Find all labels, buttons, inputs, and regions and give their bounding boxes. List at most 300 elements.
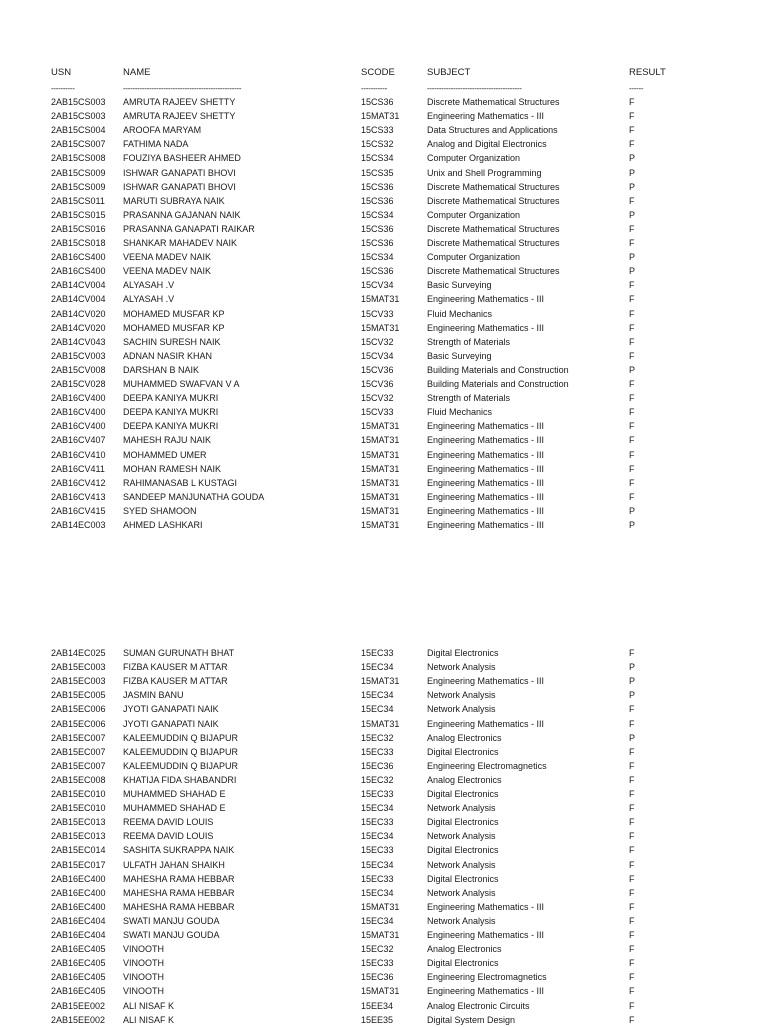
dash-scode: ----------- xyxy=(361,84,388,93)
cell-name: VINOOTH xyxy=(123,986,165,997)
cell-scode: 15CV36 xyxy=(361,364,394,375)
cell-name: FATHIMA NADA xyxy=(123,139,189,150)
cell-subject: Digital Electronics xyxy=(427,789,499,799)
cell-subject: Basic Surveying xyxy=(427,280,492,291)
table-row xyxy=(0,660,768,674)
table-row xyxy=(0,928,768,942)
cell-scode: 15EC36 xyxy=(361,760,394,771)
cell-result: F xyxy=(629,1014,635,1025)
table-row xyxy=(0,717,768,731)
cell-usn: 2AB15CS016 xyxy=(51,223,106,234)
cell-result: F xyxy=(629,789,635,799)
table-row xyxy=(0,787,768,801)
cell-scode: 15CS35 xyxy=(361,167,394,178)
table-row xyxy=(0,759,768,773)
cell-name: MUHAMMED SHAHAD E xyxy=(123,789,226,799)
cell-result: P xyxy=(629,252,636,263)
cell-result: F xyxy=(629,958,635,969)
header-scode: SCODE xyxy=(361,67,395,78)
cell-name: KALEEMUDDIN Q BIJAPUR xyxy=(123,760,239,771)
cell-usn: 2AB14CV020 xyxy=(51,308,106,319)
cell-subject: Network Analysis xyxy=(427,662,496,673)
cell-name: REEMA DAVID LOUIS xyxy=(123,831,214,842)
cell-usn: 2AB14EC003 xyxy=(51,520,106,530)
cell-usn: 2AB15CV003 xyxy=(51,350,106,361)
cell-result: F xyxy=(629,901,635,912)
cell-usn: 2AB16EC404 xyxy=(51,915,106,926)
cell-name: MUHAMMED SWAFVAN V A xyxy=(123,379,240,389)
cell-scode: 15EC33 xyxy=(361,873,394,884)
table-row xyxy=(0,674,768,688)
cell-scode: 15EC34 xyxy=(361,859,394,870)
cell-scode: 15EC34 xyxy=(361,915,394,926)
cell-usn: 2AB15EC007 xyxy=(51,760,106,771)
cell-subject: Digital Electronics xyxy=(427,648,499,658)
cell-scode: 15MAT31 xyxy=(361,435,400,446)
cell-scode: 15EC32 xyxy=(361,774,394,785)
cell-usn: 2AB15CS007 xyxy=(51,139,106,150)
cell-subject: Network Analysis xyxy=(427,690,496,701)
cell-subject: Engineering Mathematics - III xyxy=(427,435,545,446)
cell-name: FIZBA KAUSER M ATTAR xyxy=(123,676,228,687)
header-result: RESULT xyxy=(629,67,666,78)
cell-subject: Engineering Mathematics - III xyxy=(427,463,545,474)
cell-usn: 2AB16CV413 xyxy=(51,491,106,502)
cell-result: F xyxy=(629,350,635,361)
header-underline-row xyxy=(0,82,768,96)
cell-result: F xyxy=(629,97,635,107)
cell-subject: Digital Electronics xyxy=(427,958,499,969)
cell-result: F xyxy=(629,774,635,785)
cell-usn: 2AB16CV400 xyxy=(51,407,106,418)
cell-result: F xyxy=(629,1000,635,1011)
cell-name: ALYASAH .V xyxy=(123,280,175,291)
cell-name: DEEPA KANIYA MUKRI xyxy=(123,421,219,432)
cell-scode: 15CS34 xyxy=(361,153,394,164)
cell-result: F xyxy=(629,972,635,983)
table-row xyxy=(0,278,768,292)
cell-usn: 2AB15EC010 xyxy=(51,803,106,814)
cell-subject: Unix and Shell Programming xyxy=(427,167,542,178)
cell-result: P xyxy=(629,505,636,516)
table-row xyxy=(0,490,768,504)
cell-subject: Engineering Mathematics - III xyxy=(427,930,545,940)
cell-scode: 15CS36 xyxy=(361,223,394,234)
cell-name: SACHIN SURESH NAIK xyxy=(123,336,221,347)
cell-usn: 2AB15EC014 xyxy=(51,845,106,856)
cell-scode: 15CS34 xyxy=(361,252,394,263)
cell-result: P xyxy=(629,153,636,164)
cell-usn: 2AB16EC405 xyxy=(51,944,106,955)
cell-result: F xyxy=(629,986,635,997)
cell-scode: 15EC34 xyxy=(361,690,394,701)
table-row xyxy=(0,335,768,349)
cell-scode: 15MAT31 xyxy=(361,477,400,488)
cell-name: ALYASAH .V xyxy=(123,294,175,305)
cell-result: P xyxy=(629,209,636,220)
table-row xyxy=(0,137,768,151)
table-row xyxy=(0,1013,768,1027)
cell-subject: Engineering Mathematics - III xyxy=(427,322,545,333)
header-subject: SUBJECT xyxy=(427,67,471,78)
cell-usn: 2AB15CS018 xyxy=(51,238,106,248)
cell-usn: 2AB16EC400 xyxy=(51,887,106,898)
cell-subject: Engineering Mathematics - III xyxy=(427,477,545,488)
cell-scode: 15EC34 xyxy=(361,704,394,715)
cell-name: ALI NISAF K xyxy=(123,1014,175,1025)
cell-subject: Engineering Electromagnetics xyxy=(427,760,547,771)
cell-scode: 15EC33 xyxy=(361,648,394,658)
cell-result: F xyxy=(629,704,635,715)
cell-result: P xyxy=(629,266,636,277)
cell-subject: Computer Organization xyxy=(427,153,521,164)
cell-subject: Discrete Mathematical Structures xyxy=(427,223,560,234)
cell-usn: 2AB15EC005 xyxy=(51,690,106,701)
cell-subject: Engineering Mathematics - III xyxy=(427,520,545,530)
table-row xyxy=(0,476,768,490)
cell-usn: 2AB16CV411 xyxy=(51,463,105,474)
cell-subject: Network Analysis xyxy=(427,915,496,926)
cell-name: MOHAMMED UMER xyxy=(123,449,207,460)
table-row xyxy=(0,208,768,222)
cell-usn: 2AB15EC003 xyxy=(51,676,106,687)
cell-usn: 2AB16CV400 xyxy=(51,421,106,432)
cell-usn: 2AB16CV407 xyxy=(51,435,106,446)
header-usn: USN xyxy=(51,67,72,78)
cell-subject: Fluid Mechanics xyxy=(427,308,493,319)
cell-result: F xyxy=(629,944,635,955)
table-row xyxy=(0,815,768,829)
cell-usn: 2AB15EE002 xyxy=(51,1014,106,1025)
cell-scode: 15EC33 xyxy=(361,817,394,828)
cell-subject: Data Structures and Applications xyxy=(427,125,558,136)
table-row xyxy=(0,858,768,872)
table-row xyxy=(0,914,768,928)
cell-scode: 15MAT31 xyxy=(361,986,400,997)
cell-name: REEMA DAVID LOUIS xyxy=(123,817,214,828)
table-row xyxy=(0,292,768,306)
cell-result: F xyxy=(629,139,635,150)
cell-scode: 15CS36 xyxy=(361,195,394,206)
cell-scode: 15CS33 xyxy=(361,125,394,136)
cell-name: DARSHAN B NAIK xyxy=(123,364,200,375)
cell-result: F xyxy=(629,449,635,460)
table-row xyxy=(0,773,768,787)
cell-name: AMRUTA RAJEEV SHETTY xyxy=(123,97,236,107)
cell-scode: 15CS36 xyxy=(361,238,394,248)
table-row xyxy=(0,307,768,321)
cell-scode: 15EC33 xyxy=(361,958,394,969)
cell-name: VINOOTH xyxy=(123,944,165,955)
cell-result: P xyxy=(629,181,636,192)
cell-subject: Computer Organization xyxy=(427,252,521,263)
cell-scode: 15CV33 xyxy=(361,407,394,418)
cell-usn: 2AB15CS015 xyxy=(51,209,106,220)
table-row xyxy=(0,349,768,363)
dash-result: ------ xyxy=(629,84,644,93)
cell-name: MAHESHA RAMA HEBBAR xyxy=(123,901,235,912)
cell-name: KALEEMUDDIN Q BIJAPUR xyxy=(123,746,239,757)
cell-scode: 15EC36 xyxy=(361,972,394,983)
cell-usn: 2AB16CV400 xyxy=(51,393,106,404)
cell-name: VINOOTH xyxy=(123,972,165,983)
cell-name: AMRUTA RAJEEV SHETTY xyxy=(123,111,236,122)
cell-result: F xyxy=(629,463,635,474)
cell-usn: 2AB15CV008 xyxy=(51,364,106,375)
cell-scode: 15CS32 xyxy=(361,139,394,150)
cell-subject: Digital Electronics xyxy=(427,817,499,828)
cell-usn: 2AB15CS003 xyxy=(51,97,106,107)
cell-subject: Building Materials and Construction xyxy=(427,379,569,389)
cell-result: F xyxy=(629,294,635,305)
cell-result: F xyxy=(629,915,635,926)
cell-subject: Engineering Mathematics - III xyxy=(427,449,545,460)
cell-subject: Engineering Mathematics - III xyxy=(427,901,545,912)
cell-result: F xyxy=(629,648,635,658)
cell-scode: 15MAT31 xyxy=(361,449,400,460)
cell-scode: 15EE35 xyxy=(361,1014,394,1025)
cell-result: F xyxy=(629,280,635,291)
cell-result: F xyxy=(629,308,635,319)
cell-subject: Discrete Mathematical Structures xyxy=(427,181,560,192)
cell-name: ADNAN NASIR KHAN xyxy=(123,350,213,361)
cell-usn: 2AB16CV412 xyxy=(51,477,106,488)
table-row xyxy=(0,731,768,745)
cell-scode: 15CV32 xyxy=(361,393,394,404)
cell-scode: 15EC34 xyxy=(361,887,394,898)
cell-usn: 2AB15EC017 xyxy=(51,859,106,870)
cell-name: PRASANNA GAJANAN NAIK xyxy=(123,209,241,220)
cell-subject: Discrete Mathematical Structures xyxy=(427,195,560,206)
cell-scode: 15CV34 xyxy=(361,350,394,361)
cell-name: ALI NISAF K xyxy=(123,1000,175,1011)
cell-subject: Engineering Mathematics - III xyxy=(427,421,545,432)
cell-usn: 2AB14CV043 xyxy=(51,336,106,347)
cell-subject: Discrete Mathematical Structures xyxy=(427,97,560,107)
cell-subject: Engineering Mathematics - III xyxy=(427,111,545,122)
cell-subject: Strength of Materials xyxy=(427,336,511,347)
cell-subject: Engineering Electromagnetics xyxy=(427,972,547,983)
cell-scode: 15MAT31 xyxy=(361,520,400,530)
table-row xyxy=(0,95,768,109)
table-row xyxy=(0,377,768,391)
cell-scode: 15CV36 xyxy=(361,379,394,389)
cell-name: ISHWAR GANAPATI BHOVI xyxy=(123,167,236,178)
cell-name: ULFATH JAHAN SHAIKH xyxy=(123,859,225,870)
header-row xyxy=(0,66,768,80)
cell-name: VINOOTH xyxy=(123,958,165,969)
cell-result: F xyxy=(629,930,635,940)
cell-result: F xyxy=(629,336,635,347)
cell-name: KHATIJA FIDA SHABANDRI xyxy=(123,774,237,785)
cell-usn: 2AB15CS004 xyxy=(51,125,106,136)
cell-name: SHANKAR MAHADEV NAIK xyxy=(123,238,238,248)
cell-result: F xyxy=(629,393,635,404)
cell-usn: 2AB16EC405 xyxy=(51,958,106,969)
cell-usn: 2AB15CS009 xyxy=(51,181,106,192)
cell-result: F xyxy=(629,859,635,870)
cell-name: DEEPA KANIYA MUKRI xyxy=(123,393,219,404)
table-row xyxy=(0,504,768,518)
table-row xyxy=(0,984,768,998)
cell-result: F xyxy=(629,845,635,856)
cell-name: MAHESH RAJU NAIK xyxy=(123,435,212,446)
cell-name: DEEPA KANIYA MUKRI xyxy=(123,407,219,418)
cell-result: F xyxy=(629,873,635,884)
table-row xyxy=(0,419,768,433)
cell-result: F xyxy=(629,111,635,122)
table-row xyxy=(0,999,768,1013)
cell-scode: 15MAT31 xyxy=(361,294,400,305)
cell-name: MAHESHA RAMA HEBBAR xyxy=(123,887,235,898)
cell-usn: 2AB15CS009 xyxy=(51,167,106,178)
cell-scode: 15EC33 xyxy=(361,746,394,757)
cell-result: F xyxy=(629,477,635,488)
cell-result: P xyxy=(629,690,636,701)
cell-usn: 2AB15CS003 xyxy=(51,111,106,122)
table-row xyxy=(0,391,768,405)
cell-result: F xyxy=(629,421,635,432)
cell-subject: Digital Electronics xyxy=(427,845,499,856)
cell-name: FOUZIYA BASHEER AHMED xyxy=(123,153,241,164)
cell-name: ISHWAR GANAPATI BHOVI xyxy=(123,181,236,192)
table-row xyxy=(0,250,768,264)
cell-name: SANDEEP MANJUNATHA GOUDA xyxy=(123,491,265,502)
cell-result: F xyxy=(629,407,635,418)
cell-usn: 2AB15EC008 xyxy=(51,774,106,785)
cell-subject: Fluid Mechanics xyxy=(427,407,493,418)
cell-result: F xyxy=(629,718,635,729)
cell-subject: Analog and Digital Electronics xyxy=(427,139,547,150)
cell-name: JYOTI GANAPATI NAIK xyxy=(123,718,219,729)
cell-name: JASMIN BANU xyxy=(123,690,184,701)
cell-usn: 2AB15CS008 xyxy=(51,153,106,164)
cell-scode: 15CV32 xyxy=(361,336,394,347)
cell-usn: 2AB15EC006 xyxy=(51,704,106,715)
cell-usn: 2AB16EC404 xyxy=(51,930,106,940)
cell-usn: 2AB14CV004 xyxy=(51,294,106,305)
cell-name: AROOFA MARYAM xyxy=(123,125,202,136)
cell-usn: 2AB16CV410 xyxy=(51,449,106,460)
cell-name: VEENA MADEV NAIK xyxy=(123,252,212,263)
cell-usn: 2AB16EC400 xyxy=(51,901,106,912)
table-row xyxy=(0,872,768,886)
cell-subject: Network Analysis xyxy=(427,704,496,715)
table-row xyxy=(0,151,768,165)
cell-usn: 2AB15EC007 xyxy=(51,746,106,757)
table-row xyxy=(0,123,768,137)
cell-subject: Engineering Mathematics - III xyxy=(427,505,545,516)
cell-result: P xyxy=(629,167,636,178)
cell-scode: 15EE34 xyxy=(361,1000,394,1011)
cell-name: MOHAMED MUSFAR KP xyxy=(123,322,225,333)
cell-scode: 15MAT31 xyxy=(361,901,400,912)
table-row xyxy=(0,886,768,900)
cell-subject: Engineering Mathematics - III xyxy=(427,294,545,305)
cell-result: F xyxy=(629,435,635,446)
cell-result: F xyxy=(629,760,635,771)
cell-name: JYOTI GANAPATI NAIK xyxy=(123,704,219,715)
table-row xyxy=(0,970,768,984)
table-row xyxy=(0,829,768,843)
cell-usn: 2AB16EC405 xyxy=(51,986,106,997)
table-row xyxy=(0,843,768,857)
table-row xyxy=(0,462,768,476)
cell-result: F xyxy=(629,223,635,234)
cell-result: F xyxy=(629,195,635,206)
cell-subject: Discrete Mathematical Structures xyxy=(427,238,560,248)
cell-name: SYED SHAMOON xyxy=(123,505,197,516)
table-row xyxy=(0,194,768,208)
cell-subject: Discrete Mathematical Structures xyxy=(427,266,560,277)
table-row xyxy=(0,801,768,815)
cell-subject: Engineering Mathematics - III xyxy=(427,676,545,687)
cell-scode: 15EC32 xyxy=(361,944,394,955)
cell-name: PRASANNA GANAPATI RAIKAR xyxy=(123,223,255,234)
cell-usn: 2AB14CV020 xyxy=(51,322,106,333)
cell-usn: 2AB15EC007 xyxy=(51,732,106,743)
cell-scode: 15CV33 xyxy=(361,308,394,319)
cell-usn: 2AB15EC013 xyxy=(51,831,106,842)
cell-usn: 2AB15EC003 xyxy=(51,662,106,673)
cell-scode: 15CS34 xyxy=(361,209,394,220)
cell-scode: 15MAT31 xyxy=(361,505,400,516)
cell-subject: Digital Electronics xyxy=(427,873,499,884)
dash-name: -------------------------------------------------- xyxy=(123,84,242,93)
table-row xyxy=(0,646,768,660)
cell-name: VEENA MADEV NAIK xyxy=(123,266,212,277)
cell-scode: 15CS36 xyxy=(361,97,394,107)
cell-scode: 15EC34 xyxy=(361,831,394,842)
cell-result: F xyxy=(629,379,635,389)
cell-scode: 15EC32 xyxy=(361,732,394,743)
table-row xyxy=(0,180,768,194)
dash-subject: ---------------------------------------- xyxy=(427,84,522,93)
cell-name: MUHAMMED SHAHAD E xyxy=(123,803,226,814)
cell-name: FIZBA KAUSER M ATTAR xyxy=(123,662,228,673)
cell-scode: 15MAT31 xyxy=(361,463,400,474)
cell-usn: 2AB15EE002 xyxy=(51,1000,106,1011)
table-row xyxy=(0,264,768,278)
cell-name: SWATI MANJU GOUDA xyxy=(123,915,220,926)
cell-scode: 15CS36 xyxy=(361,266,394,277)
table-row xyxy=(0,956,768,970)
cell-result: F xyxy=(629,887,635,898)
cell-result: P xyxy=(629,520,636,530)
cell-subject: Engineering Mathematics - III xyxy=(427,986,545,997)
cell-name: AHMED LASHKARI xyxy=(123,520,203,530)
cell-scode: 15EC34 xyxy=(361,662,394,673)
cell-result: F xyxy=(629,803,635,814)
cell-subject: Digital Electronics xyxy=(427,746,499,757)
cell-usn: 2AB15EC006 xyxy=(51,718,106,729)
cell-subject: Basic Surveying xyxy=(427,350,492,361)
cell-scode: 15CV34 xyxy=(361,280,394,291)
table-row xyxy=(0,405,768,419)
table-row xyxy=(0,321,768,335)
cell-result: F xyxy=(629,831,635,842)
cell-subject: Analog Electronic Circuits xyxy=(427,1000,530,1011)
cell-scode: 15MAT31 xyxy=(361,322,400,333)
table-row xyxy=(0,109,768,123)
cell-usn: 2AB16EC400 xyxy=(51,873,106,884)
cell-scode: 15MAT31 xyxy=(361,718,400,729)
dash-usn: ---------- xyxy=(51,84,75,93)
cell-result: F xyxy=(629,238,635,248)
cell-usn: 2AB15EC010 xyxy=(51,789,106,799)
cell-usn: 2AB16CV415 xyxy=(51,505,106,516)
cell-usn: 2AB16EC405 xyxy=(51,972,106,983)
